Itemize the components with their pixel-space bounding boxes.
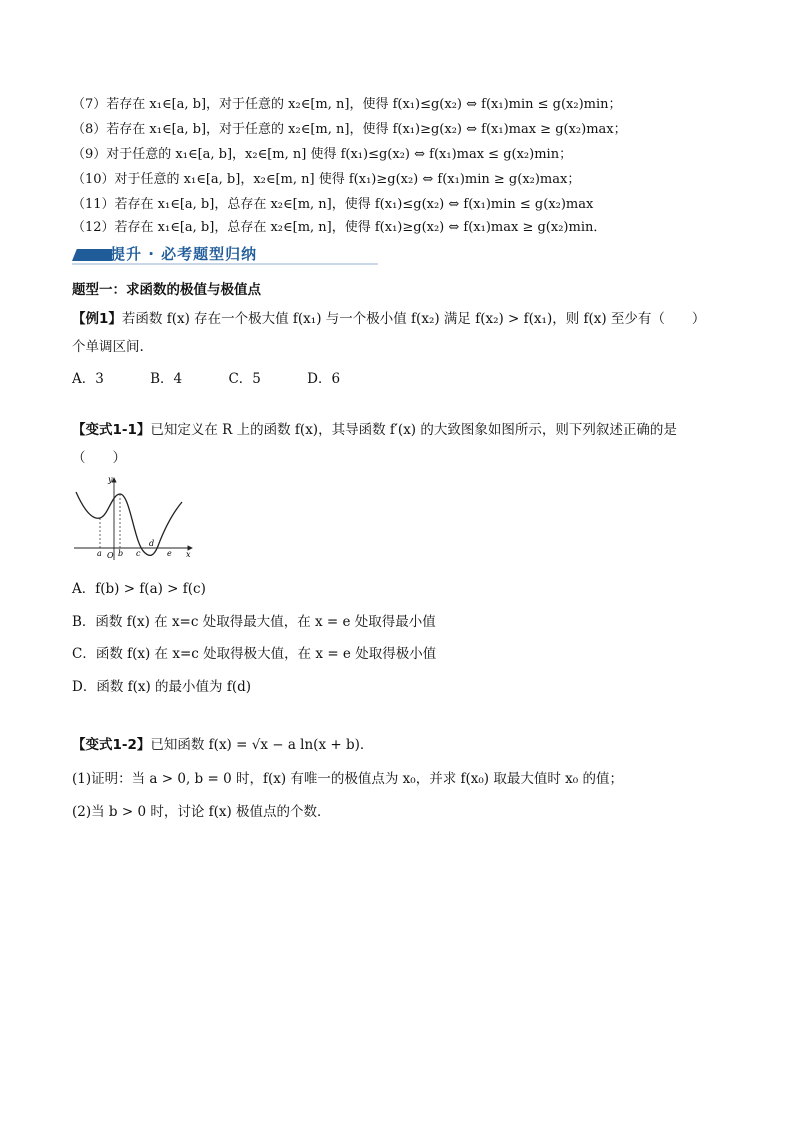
example1-option-c: C．5 <box>228 371 261 387</box>
label-b: b <box>118 549 124 558</box>
variant11-line2: （ ） <box>72 450 126 466</box>
example1-line1 <box>72 308 705 330</box>
variant11-option-a: A．f(b) > f(a) > f(c) <box>72 581 206 597</box>
variant11-line1 <box>72 419 677 441</box>
type1-heading: 题型一：求函数的极值与极值点 <box>72 282 261 298</box>
section-header-bar <box>72 249 112 261</box>
variant11-option-d: D．函数 f(x) 的最小值为 f(d) <box>72 679 252 695</box>
variant12-line1 <box>72 734 373 756</box>
label-c: c <box>136 549 141 558</box>
example1-tag: 【例1】 <box>72 311 122 327</box>
section-header-underline <box>72 263 378 265</box>
example1-line2: 个单调区间. <box>72 339 144 355</box>
label-e: e <box>167 549 172 558</box>
rule-9: （9）对于任意的 x₁∈[a, b]，x₂∈[m, n] 使得 f(x₁)≤g(x₂) ⇔ f(x₁)max ≤ g(x₂)min； <box>72 147 573 162</box>
label-a: a <box>97 549 102 558</box>
variant11-tag: 【变式1-1】 <box>72 422 151 438</box>
variant12-part1: (1)证明：当 a > 0, b = 0 时，f(x) 有唯一的极值点为 x₀，并求 f(x₀) 取最大值时 x₀ 的值； <box>72 771 623 787</box>
derivative-curve <box>76 492 182 555</box>
rule-12: （12）若存在 x₁∈[a, b]，总存在 x₂∈[m, n]，使得 f(x₁)≥g(x₂) ⇔ f(x₁)max ≥ g(x₂)min． <box>72 220 607 235</box>
variant12-tag: 【变式1-2】 <box>72 737 151 753</box>
example1-option-d: D．6 <box>307 371 341 387</box>
rule-10: （10）对于任意的 x₁∈[a, b]，x₂∈[m, n] 使得 f(x₁)≥g(x₂) ⇔ f(x₁)min ≥ g(x₂)max； <box>72 172 581 187</box>
example1-text: 若函数 f(x) 存在一个极大值 f(x₁) 与一个极小值 f(x₂) 满足 f(x₂) > f(x₁)，则 f(x) 至少有（ ） <box>121 311 706 327</box>
example1-option-a: A．3 <box>72 371 104 387</box>
rule-11: （11）若存在 x₁∈[a, b]，总存在 x₂∈[m, n]，使得 f(x₁)≤g(x₂) ⇔ f(x₁)min ≤ g(x₂)max <box>72 197 594 212</box>
label-x: x <box>186 550 191 559</box>
derivative-graph-svg <box>72 472 200 562</box>
label-o: O <box>107 551 114 560</box>
variant11-option-b: B．函数 f(x) 在 x=c 处取得最大值，在 x = e 处取得最小值 <box>72 614 436 630</box>
example1-options <box>72 367 382 387</box>
rule-7: （7）若存在 x₁∈[a, b]，对于任意的 x₂∈[m, n]，使得 f(x₁)≤g(x₂) ⇔ f(x₁)min ≤ g(x₂)min； <box>72 97 622 112</box>
variant11-option-c: C．函数 f(x) 在 x=c 处取得极大值，在 x = e 处取得极小值 <box>72 646 437 662</box>
variant12-text: 已知函数 f(x) = √x − a ln(x + b)． <box>150 737 374 753</box>
derivative-graph <box>72 472 200 562</box>
section-title: 提升 · 必考题型归纳 <box>110 245 258 263</box>
label-y: y <box>108 475 113 484</box>
rule-8: （8）若存在 x₁∈[a, b]，对于任意的 x₂∈[m, n]，使得 f(x₁)≥g(x₂) ⇔ f(x₁)max ≥ g(x₂)max； <box>72 122 627 137</box>
section-header <box>72 241 378 265</box>
variant12-part2: (2)当 b > 0 时，讨论 f(x) 极值点的个数． <box>72 804 331 820</box>
example1-option-b: B．4 <box>150 371 183 387</box>
variant11-text: 已知定义在 R 上的函数 f(x)，其导函数 f′(x) 的大致图象如图所示，则下列叙述正确的是 <box>150 422 677 438</box>
label-d: d <box>149 539 155 548</box>
